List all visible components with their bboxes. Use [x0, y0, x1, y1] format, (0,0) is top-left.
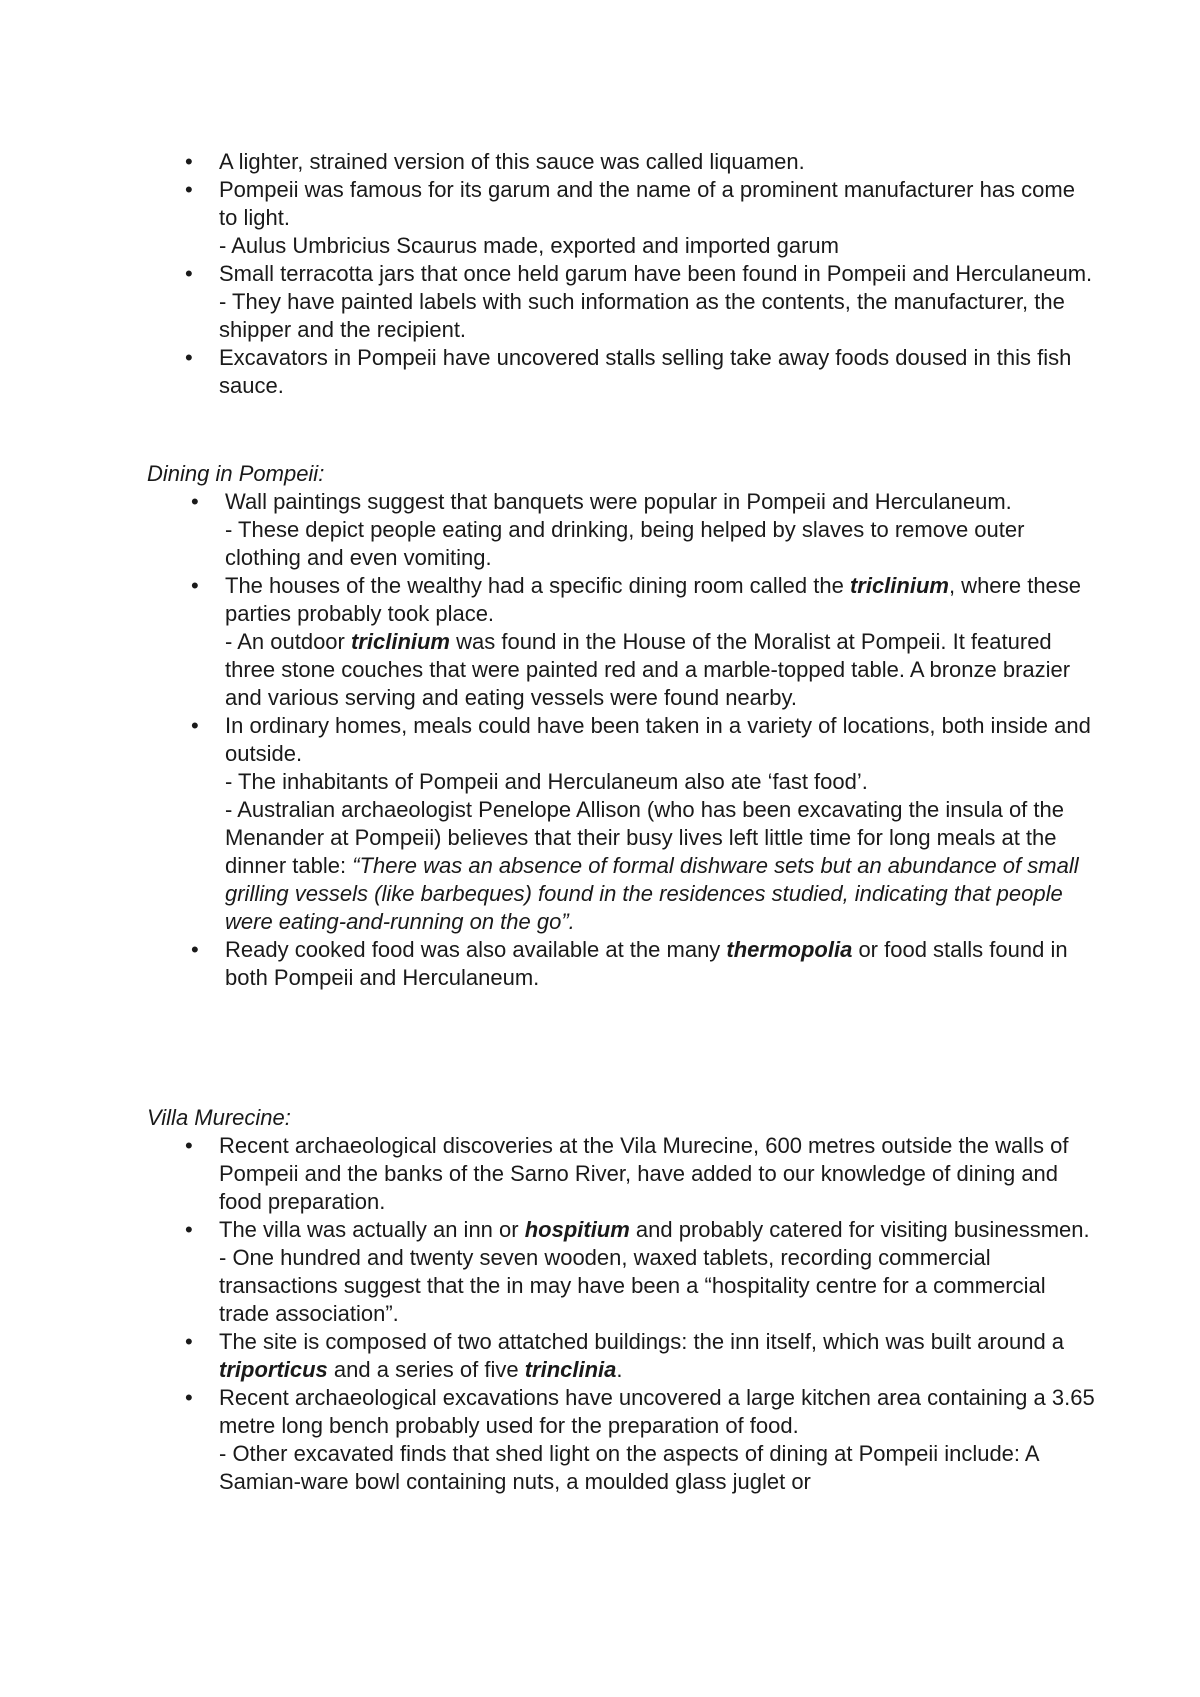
list-item	[191, 712, 1105, 936]
bullet-marker: •	[191, 713, 199, 738]
text-run: - Australian archaeologist Penelope Allison (who has been excavating the insula of the Menander at Pompeii) believes that their busy lives left little time for long meals at the dinner table:	[225, 797, 1064, 878]
list-item	[185, 176, 1099, 260]
sub-point: - They have painted labels with such information as the contents, the manufacturer, the shipper and the recipient.	[219, 289, 1065, 342]
sub-point: - One hundred and twenty seven wooden, waxed tablets, recording commercial transactions suggest that the in may have been a “hospitality centre for a commercial trade association”.	[219, 1245, 1046, 1326]
list-item	[185, 148, 1099, 176]
text-run: Ready cooked food was also available at the many	[225, 937, 727, 962]
bullet-marker: •	[191, 937, 199, 962]
bullet-marker: •	[185, 177, 193, 202]
text-run: and probably catered for visiting businessmen.	[629, 1217, 1090, 1242]
bullet-marker: •	[185, 1217, 193, 1242]
list-item	[191, 936, 1105, 992]
text-run: or food stalls found in both Pompeii and Herculaneum.	[225, 937, 1068, 990]
bullet-text	[219, 1328, 1099, 1384]
bullet-text: A lighter, strained version of this sauce was called liquamen.	[219, 149, 805, 174]
dining-bullet-list	[191, 488, 1105, 992]
list-item	[191, 488, 1105, 572]
sub-point: - The inhabitants of Pompeii and Herculaneum also ate ‘fast food’.	[225, 769, 868, 794]
key-term: hospitium	[524, 1217, 630, 1242]
list-item	[185, 1384, 1099, 1496]
list-item	[185, 1328, 1099, 1384]
bullet-marker: •	[185, 1385, 193, 1410]
garum-bullet-list	[185, 148, 1099, 400]
bullet-marker: •	[185, 1133, 193, 1158]
sub-point: - These depict people eating and drinking, being helped by slaves to remove outer clothing and even vomiting.	[225, 517, 1025, 570]
bullet-text	[225, 572, 1105, 628]
villa-bullet-list	[185, 1132, 1099, 1496]
bullet-text: Recent archaeological excavations have uncovered a large kitchen area containing a 3.65 metre long bench probably used for the preparation of food.	[219, 1385, 1095, 1438]
list-item	[185, 1216, 1099, 1328]
text-run: The villa was actually an inn or	[219, 1217, 525, 1242]
sub-point	[225, 796, 1105, 936]
key-term: thermopolia	[726, 937, 853, 962]
sub-point	[225, 628, 1105, 712]
list-item	[191, 572, 1105, 712]
bullet-marker: •	[191, 489, 199, 514]
text-run: The site is composed of two attatched buildings: the inn itself, which was built around a	[219, 1329, 1065, 1354]
text-run: .	[616, 1357, 623, 1382]
text-run: and a series of five	[327, 1357, 525, 1382]
bullet-marker: •	[185, 1329, 193, 1354]
text-run: The houses of the wealthy had a specific dining room called the	[225, 573, 850, 598]
bullet-text	[219, 1216, 1099, 1244]
sub-point: - Aulus Umbricius Scaurus made, exported and imported garum	[219, 233, 839, 258]
key-term: triclinium	[849, 573, 949, 598]
key-term: triclinium	[350, 629, 450, 654]
text-run: , where these parties probably took place.	[225, 573, 1082, 626]
bullet-text: Excavators in Pompeii have uncovered stalls selling take away foods doused in this fish sauce.	[219, 345, 1072, 398]
sub-point: - Other excavated finds that shed light on the aspects of dining at Pompeii include: A Samian-ware bowl containing nuts, a moulded glass juglet or	[219, 1441, 1039, 1494]
list-item	[185, 1132, 1099, 1216]
bullet-text: In ordinary homes, meals could have been taken in a variety of locations, both inside and outside.	[225, 713, 1091, 766]
section-heading-villa-murecine: Villa Murecine:	[147, 1105, 291, 1130]
bullet-text: Pompeii was famous for its garum and the name of a prominent manufacturer has come to light.	[219, 177, 1075, 230]
bullet-text: Recent archaeological discoveries at the Vila Murecine, 600 metres outside the walls of Pompeii and the banks of the Sarno River, have added to our knowledge of dining and food preparation.	[219, 1133, 1069, 1214]
bullet-text: Wall paintings suggest that banquets were popular in Pompeii and Herculaneum.	[225, 489, 1012, 514]
section-heading-dining: Dining in Pompeii:	[147, 461, 325, 486]
bullet-marker: •	[185, 345, 193, 370]
key-term: trinclinia	[524, 1357, 617, 1382]
key-term: triporticus	[219, 1357, 328, 1382]
bullet-text: Small terracotta jars that once held garum have been found in Pompeii and Herculaneum.	[219, 261, 1093, 286]
bullet-text	[225, 936, 1105, 992]
list-item	[185, 344, 1099, 400]
list-item	[185, 260, 1099, 344]
bullet-marker: •	[191, 573, 199, 598]
bullet-marker: •	[185, 149, 193, 174]
bullet-marker: •	[185, 261, 193, 286]
quotation: “There was an absence of formal dishware sets but an abundance of small grilling vessels (like barbeques) found in the residences studied, indicating that people were eating-and-running on the go”.	[225, 853, 1079, 934]
text-run: - An outdoor	[225, 629, 351, 654]
text-run: was found in the House of the Moralist at Pompeii. It featured three stone couches that were painted red and a marble-topped table. A bronze brazier and various serving and eating vessels were found nearby.	[225, 629, 1071, 710]
